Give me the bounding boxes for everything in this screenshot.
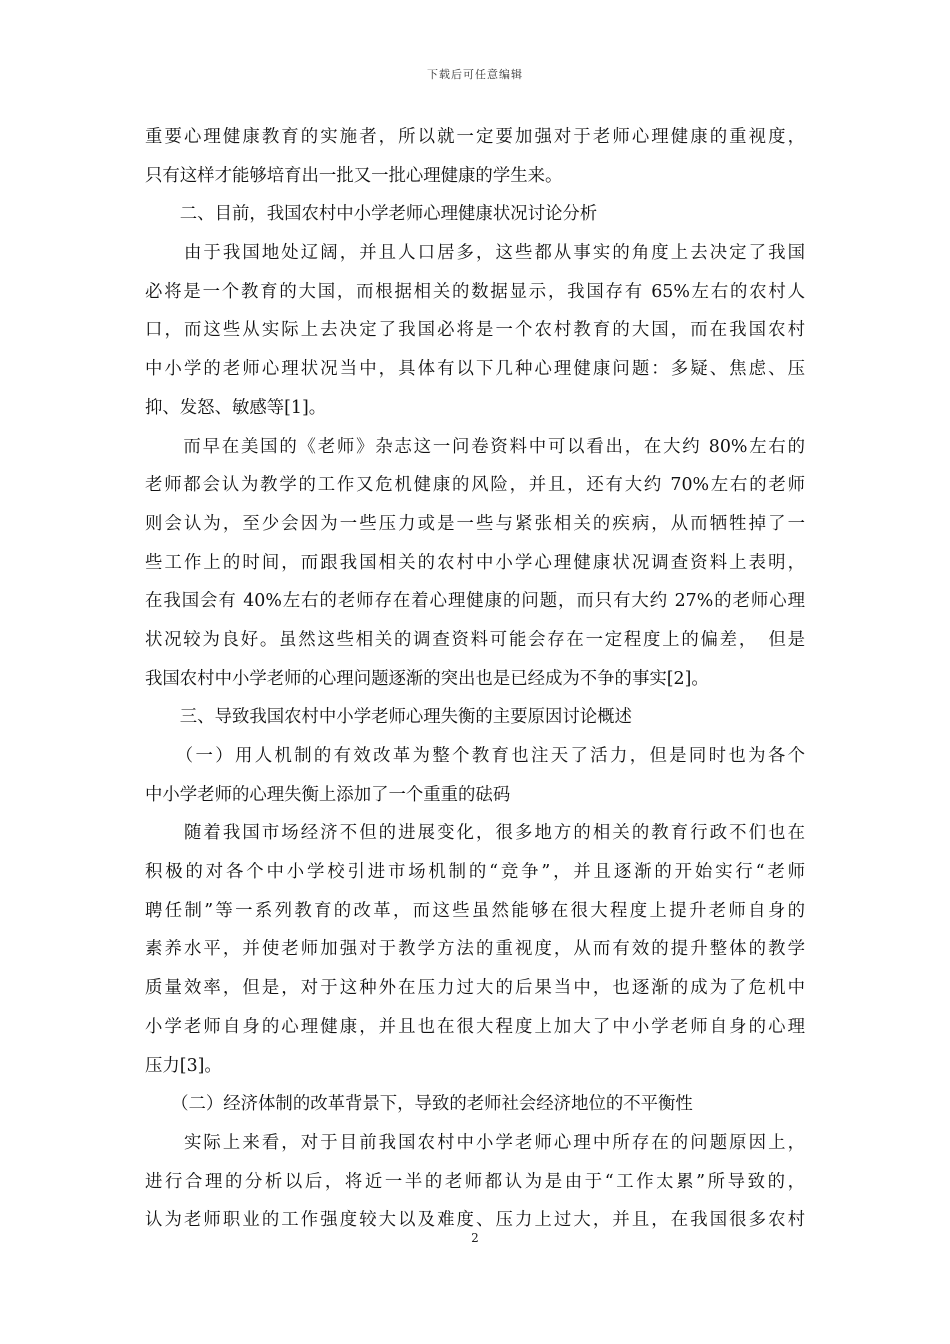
text-line: 素养水平，并使老师加强对于教学方法的重视度，从而有效的提升整体的教学	[145, 939, 805, 960]
text-line: 认为老师职业的工作强度较大以及难度、压力上过大，并且，在我国很多农村	[145, 1210, 805, 1231]
text-line: 口，而这些从实际上去决定了我国必将是一个农村教育的大国，而在我国农村	[145, 320, 805, 341]
text-line: 老师都会认为教学的工作又危机健康的风险，并且，还有大约 70%左右的老师	[145, 475, 805, 496]
text-line: 些工作上的时间，而跟我国相关的农村中小学心理健康状况调查资料上表明，	[145, 552, 805, 573]
text-line: 抑、发怒、敏感等[1]。	[145, 397, 327, 418]
section-heading: 三、导致我国农村中小学老师心理失衡的主要原因讨论概述	[145, 707, 632, 728]
text-line: 聘任制”等一系列教育的改革，而这些虽然能够在很大程度上提升老师自身的	[145, 900, 805, 921]
text-line: 积极的对各个中小学校引进市场机制的“竞争”，并且逐渐的开始实行“老师	[145, 862, 805, 883]
subsection-heading: （二）经济体制的改革背景下，导致的老师社会经济地位的不平衡性	[145, 1094, 693, 1115]
text-line: 只有这样才能够培育出一批又一批心理健康的学生来。	[145, 165, 563, 186]
subsection-heading: 中小学老师的心理失衡上添加了一个重重的砝码	[145, 784, 511, 805]
text-line: 中小学的老师心理状况当中，具体有以下几种心理健康问题：多疑、焦虑、压	[145, 359, 805, 380]
text-line: 质量效率，但是，对于这种外在压力过大的后果当中，也逐渐的成为了危机中	[145, 978, 805, 999]
text-line: 我国农村中小学老师的心理问题逐渐的突出也是已经成为不争的事实[2]。	[145, 668, 709, 689]
text-line: 由于我国地处辽阔，并且人口居多，这些都从事实的角度上去决定了我国	[145, 243, 805, 264]
text-line: 而早在美国的《老师》杂志这一问卷资料中可以看出，在大约 80%左右的	[145, 436, 805, 457]
body-text	[145, 118, 805, 1240]
text-line: 重要心理健康教育的实施者，所以就一定要加强对于老师心理健康的重视度，	[145, 127, 805, 147]
text-line: 必将是一个教育的大国，而根据相关的数据显示，我国存有 65%左右的农村人	[145, 281, 805, 302]
page-header: 下载后可任意编辑	[427, 68, 523, 81]
page-number: 2	[471, 1231, 479, 1245]
text-line: 压力[3]。	[145, 1055, 222, 1076]
subsection-heading: （一）用人机制的有效改革为整个教育也注天了活力，但是同时也为各个	[145, 746, 805, 766]
text-line: 在我国会有 40%左右的老师存在着心理健康的问题，而只有大约 27%的老师心理	[145, 591, 805, 612]
text-line: 则会认为，至少会因为一些压力或是一些与紧张相关的疾病，从而牺牲掉了一	[145, 513, 805, 534]
text-line: 小学老师自身的心理健康，并且也在很大程度上加大了中小学老师自身的心理	[145, 1016, 805, 1037]
section-heading: 二、目前，我国农村中小学老师心理健康状况讨论分析	[145, 204, 598, 225]
text-line: 随着我国市场经济不但的进展变化，很多地方的相关的教育行政不们也在	[145, 823, 805, 844]
text-line: 实际上来看，对于目前我国农村中小学老师心理中所存在的问题原因上，	[145, 1132, 805, 1153]
text-line: 进行合理的分析以后，将近一半的老师都认为是由于“工作太累”所导致的，	[145, 1171, 805, 1192]
text-line: 状况较为良好。虽然这些相关的调查资料可能会存在一定程度上的偏差， 但是	[145, 629, 805, 650]
